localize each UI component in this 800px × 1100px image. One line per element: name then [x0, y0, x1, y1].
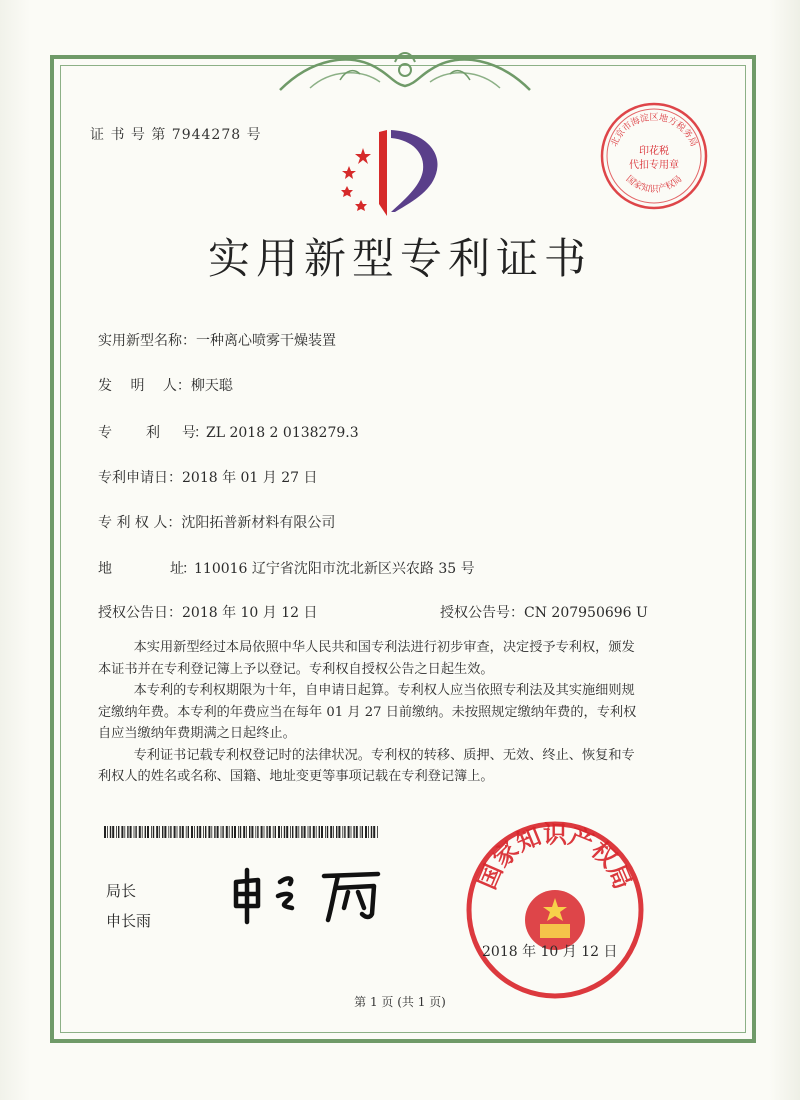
body-line: 专利证书记载专利权登记时的法律状况。专利权的转移、质押、无效、终止、恢复和专	[133, 747, 635, 763]
body-line: 自应当缴纳年费期满之日起终止。	[98, 726, 296, 741]
filing-date-value: 2018 年 01 月 27 日	[182, 470, 318, 486]
page-number: 第 1 页 (共 1 页)	[354, 995, 446, 1009]
patent-number-field	[98, 422, 359, 442]
tax-seal	[598, 100, 710, 212]
svg-text:国家知识产权局	[473, 820, 637, 893]
patentee-label: 专 利 权 人：	[98, 515, 182, 531]
grant-number-field	[440, 602, 648, 622]
inventor-field	[98, 375, 233, 395]
cnipa-emblem	[325, 120, 455, 220]
body-line: 本实用新型经过本局依照中华人民共和国专利法进行初步审查，决定授予专利权，颁发	[133, 640, 635, 655]
patentee-field	[98, 512, 335, 532]
grant-date-value: 2018 年 10 月 12 日	[182, 605, 318, 621]
tax-seal-center-1: 印花税	[639, 146, 669, 157]
patentee-value: 沈阳拓普新材料有限公司	[181, 515, 336, 531]
body-line: 本专利的专利权期限为十年，自申请日起算。专利权人应当依照专利法及其实施细则规	[133, 683, 635, 698]
grant-number-value: CN 207950696 U	[524, 605, 648, 621]
certificate-number: 证 书 号 第 7944278 号	[90, 127, 262, 143]
body-line: 利权人的姓名或名称、国籍、地址变更等事项记载在专利登记簿上。	[98, 769, 494, 784]
tax-seal-center-2: 代扣专用章	[629, 160, 679, 171]
patent-number-label: 专 利 号：	[98, 425, 206, 441]
body-line: 定缴纳年费。本专利的年费应当在每年 01 月 27 日前缴纳。未按照规定缴纳年费的，专利权	[98, 704, 637, 720]
utility-model-name-label: 实用新型名称：	[98, 333, 196, 349]
seal-ring-text: 国家知识产权局	[473, 820, 637, 894]
director-name: 申长雨	[106, 912, 152, 930]
patent-number-value: ZL 2018 2 0138279.3	[206, 425, 359, 441]
filing-date-label: 专利申请日：	[98, 470, 182, 486]
grant-date-field	[98, 602, 318, 622]
grant-number-label: 授权公告号：	[440, 605, 524, 621]
grant-date-label: 授权公告日：	[98, 605, 182, 621]
certificate-title: 实用新型专利证书	[207, 234, 592, 283]
certificate-body	[98, 637, 688, 788]
cnipa-red-seal	[465, 820, 645, 1000]
top-ornament	[270, 40, 540, 100]
utility-model-name-field	[98, 330, 336, 350]
address-field	[98, 558, 475, 578]
inventor-value: 柳天聪	[190, 378, 233, 394]
utility-model-name-value: 一种离心喷雾干燥装置	[196, 333, 336, 349]
address-value: 110016 辽宁省沈阳市沈北新区兴农路 35 号	[194, 561, 475, 577]
address-label: 地 址：	[98, 561, 194, 577]
barcode	[104, 826, 380, 838]
svg-text:国家知识产权局	[624, 174, 685, 195]
seal-date: 2018 年 10 月 12 日	[482, 944, 618, 960]
body-line: 本证书并在专利登记簿上予以登记。专利权自授权公告之日起生效。	[98, 661, 494, 677]
director-signature	[228, 862, 408, 926]
filing-date-field	[98, 467, 318, 487]
director-title: 局长	[106, 882, 137, 900]
tax-seal-bottom-text: 国家知识产权局	[623, 174, 685, 195]
tax-seal-ring-text: 北京市海淀区地方税务局	[609, 113, 699, 149]
inventor-label: 发 明 人：	[98, 378, 191, 394]
